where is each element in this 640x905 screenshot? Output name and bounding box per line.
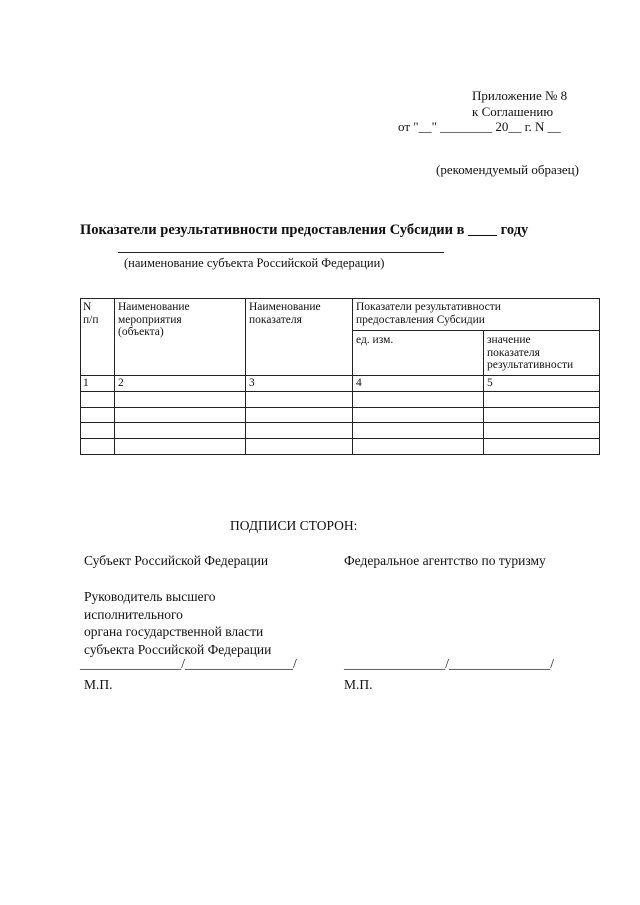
col-header-event: Наименование мероприятия (объекта) [118, 301, 190, 338]
left-signature-line: _______________/________________/ [80, 656, 297, 671]
sample-note: (рекомендуемый образец) [436, 162, 579, 177]
appendix-agreement: к Соглашению [472, 104, 554, 119]
appendix-number: Приложение № 8 [472, 88, 568, 103]
left-party-name: Субъект Российской Федерации [84, 553, 269, 568]
col-number-5: 5 [487, 377, 493, 389]
col-header-group: Показатели результативности предоставления Субсидии [356, 301, 501, 326]
col-number-3: 3 [249, 377, 255, 389]
col-header-indicator: Наименование показателя [249, 301, 321, 326]
col-number-1: 1 [83, 377, 89, 389]
document-title: Показатели результативности предоставления Субсидии в ____ году [80, 222, 529, 238]
col-header-unit: ед. изм. [356, 334, 394, 346]
subject-name-line [118, 252, 444, 253]
col-number-4: 4 [356, 377, 362, 389]
right-party-name: Федеральное агентство по туризму [344, 553, 546, 568]
right-signature-line: _______________/_______________/ [344, 656, 555, 671]
agreement-date-number: от "__" ________ 20__ г. N __ [398, 119, 561, 134]
col-header-value: значение показателя результативности [487, 334, 574, 371]
signatures-heading: ПОДПИСИ СТОРОН: [230, 518, 358, 533]
left-stamp-place: М.П. [84, 677, 113, 692]
col-header-number: N п/п [83, 301, 99, 326]
indicators-table [80, 298, 600, 456]
right-stamp-place: М.П. [344, 677, 373, 692]
subject-name-caption: (наименование субъекта Российской Федерации) [124, 256, 385, 270]
left-signer-role: Руководитель высшего исполнительного органа государственной власти субъекта Российской Федерации [84, 589, 272, 657]
col-number-2: 2 [118, 377, 124, 389]
